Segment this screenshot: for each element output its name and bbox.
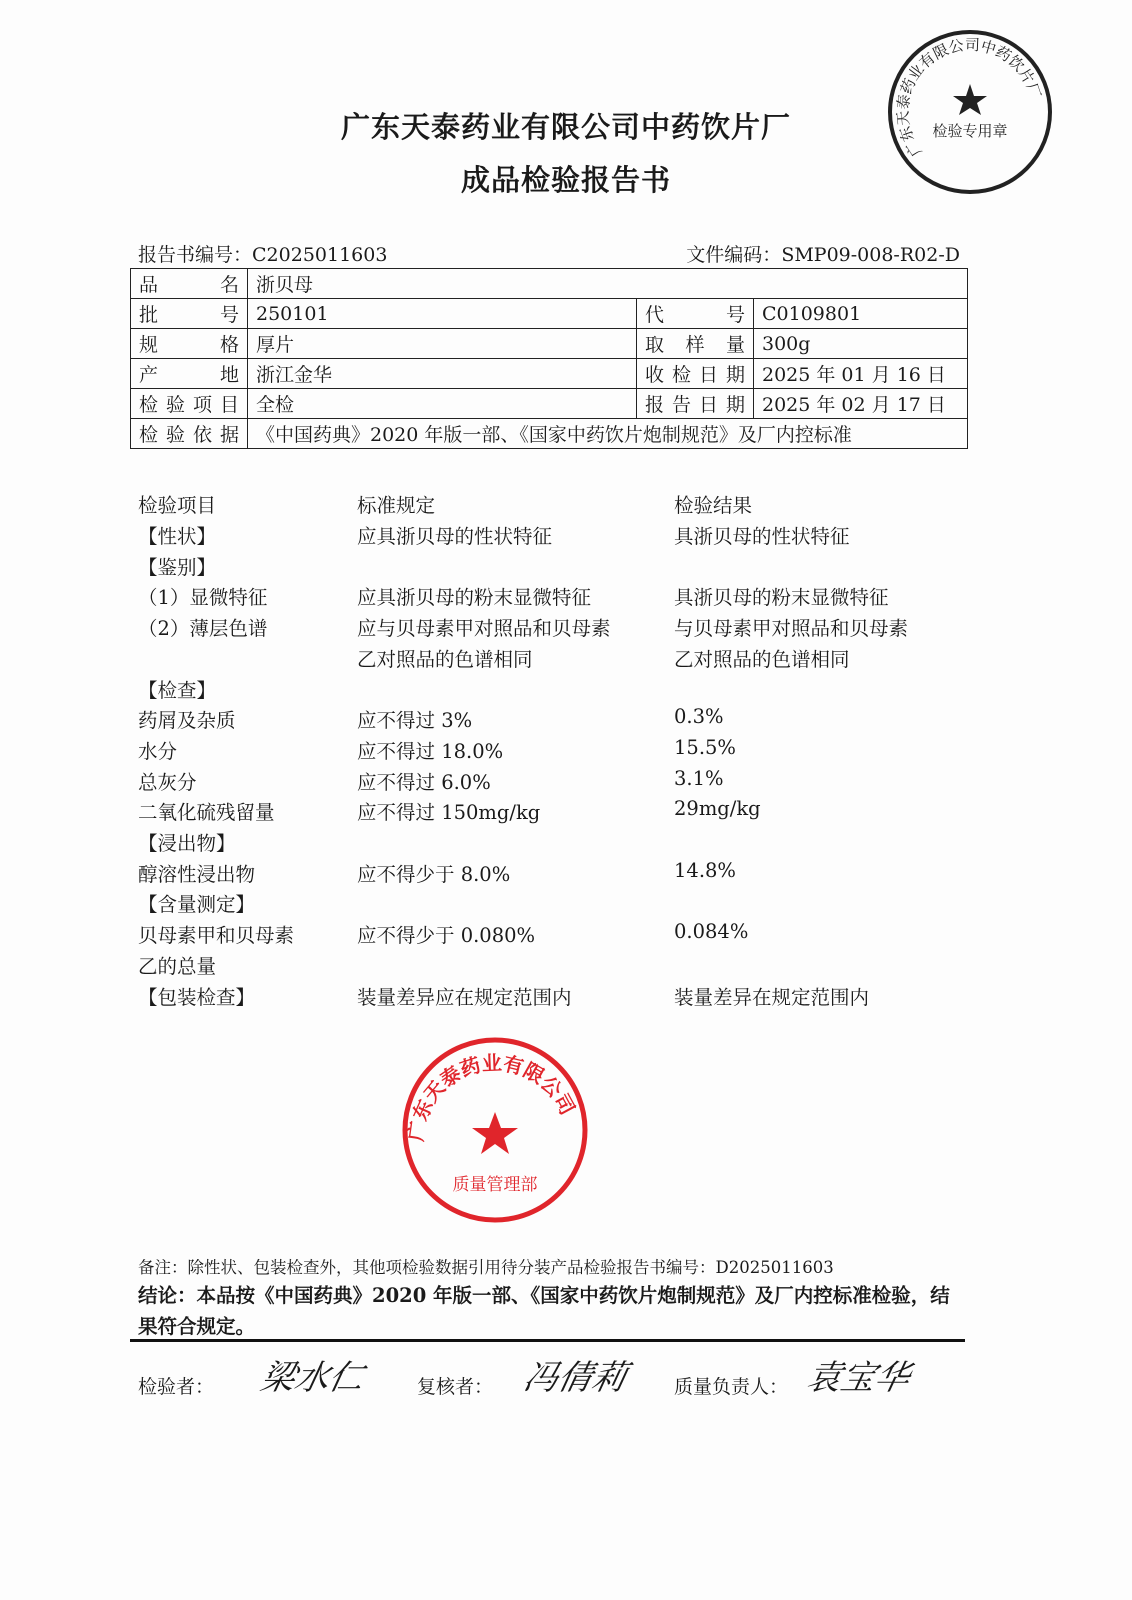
result-result: 3.1% [674,766,724,790]
svg-text:检验专用章: 检验专用章 [932,122,1008,140]
result-item: 【含量测定】 [138,893,256,917]
svg-text:广东天泰药业有限公司中药饮片厂: 广东天泰药业有限公司中药饮片厂 [893,35,1045,160]
result-result: 29mg/kg [674,797,761,821]
reviewer-signature: 冯倩莉 [520,1358,631,1398]
result-item: 二氧化硫残留量 [138,801,275,825]
result-result: 14.8% [674,858,736,882]
company-title: 广东天泰药业有限公司中药饮片厂 [340,110,791,144]
divider [130,1339,965,1342]
result-item: 【浸出物】 [138,832,236,855]
result-item: 总灰分 [138,770,197,794]
result-standard: 乙对照品的色谱相同 [357,647,533,671]
inspection-seal-icon [880,22,1060,202]
report-title: 成品检验报告书 [460,163,671,197]
qa-label: 质量负责人： [674,1376,789,1398]
qa-signature: 袁宝华 [803,1358,914,1398]
result-result: 0.3% [674,705,724,729]
result-result: 15.5% [674,735,736,759]
result-item: 贝母素甲和贝母素 [138,924,295,948]
result-item: 【鉴别】 [138,555,217,579]
inspector-signature: 梁水仁 [257,1358,368,1398]
product-info-table: 品 名 浙贝母 批 号 250101 代 号 C0109801 规 格 厚片 取样量 300g 产 地 浙江金华 收检日期 2025 年 01 月 16 日 检验项目 全检 报告日期 2025 年 02 月 17 日 检验依据 《中国药典》2020 年版一部、《国家中药饮片炮制规范》及厂内控标准 [130,268,968,449]
result-standard: 应具浙贝母的粉末显微特征 [357,586,592,610]
result-standard: 应具浙贝母的性状特征 [357,525,553,548]
conclusion: 结论：本品按《中国药典》2020 年版一部、《国家中药饮片炮制规范》及厂内控标准检验，结果符合规定。 [138,1284,950,1338]
result-standard: 应不得过 150mg/kg [357,801,541,825]
result-item: 醇溶性浸出物 [138,862,256,886]
inspector-label: 检验者： [138,1376,215,1398]
result-standard: 应不得过 18.0% [357,739,504,763]
result-item: 水分 [138,739,178,763]
result-result: 乙对照品的色谱相同 [674,647,850,671]
result-standard: 应不得过 6.0% [357,770,491,794]
result-item: 【检查】 [138,678,217,702]
result-result: 与贝母素甲对照品和贝母素 [674,617,909,641]
header-standard: 标准规定 [357,494,436,517]
quality-dept-seal-icon [395,1030,595,1230]
report-number: 报告书编号：C2025011603 [138,244,388,266]
result-standard: 应不得少于 8.0% [357,862,511,886]
result-result: 装量差异在规定范围内 [674,985,870,1009]
remark: 备注：除性状、包装检查外，其他项检验数据引用待分装产品检验报告书编号：D2025011603 [138,1258,834,1277]
result-standard: 装量差异应在规定范围内 [357,985,572,1009]
result-result: 0.084% [674,920,749,944]
reviewer-label: 复核者： [417,1376,494,1398]
svg-text:质量管理部: 质量管理部 [452,1175,538,1195]
result-item: 【包装检查】 [138,985,256,1009]
result-standard: 应与贝母素甲对照品和贝母素 [357,617,611,641]
svg-text:广东天泰药业有限公司: 广东天泰药业有限公司 [403,1050,580,1143]
result-item: 药屑及杂质 [138,709,236,733]
result-result: 具浙贝母的性状特征 [674,525,850,548]
header-result: 检验结果 [674,494,753,517]
result-standard: 应不得少于 0.080% [357,924,536,948]
result-standard: 应不得过 3% [357,709,473,733]
header-item: 检验项目 [138,494,217,517]
result-item: （2）薄层色谱 [138,617,268,641]
result-item: 乙的总量 [138,954,217,978]
result-item: 【性状】 [138,525,217,548]
result-result: 具浙贝母的粉末显微特征 [674,586,889,610]
document-code: 文件编码：SMP09-008-R02-D [686,244,960,266]
result-item: （1）显微特征 [138,586,268,610]
